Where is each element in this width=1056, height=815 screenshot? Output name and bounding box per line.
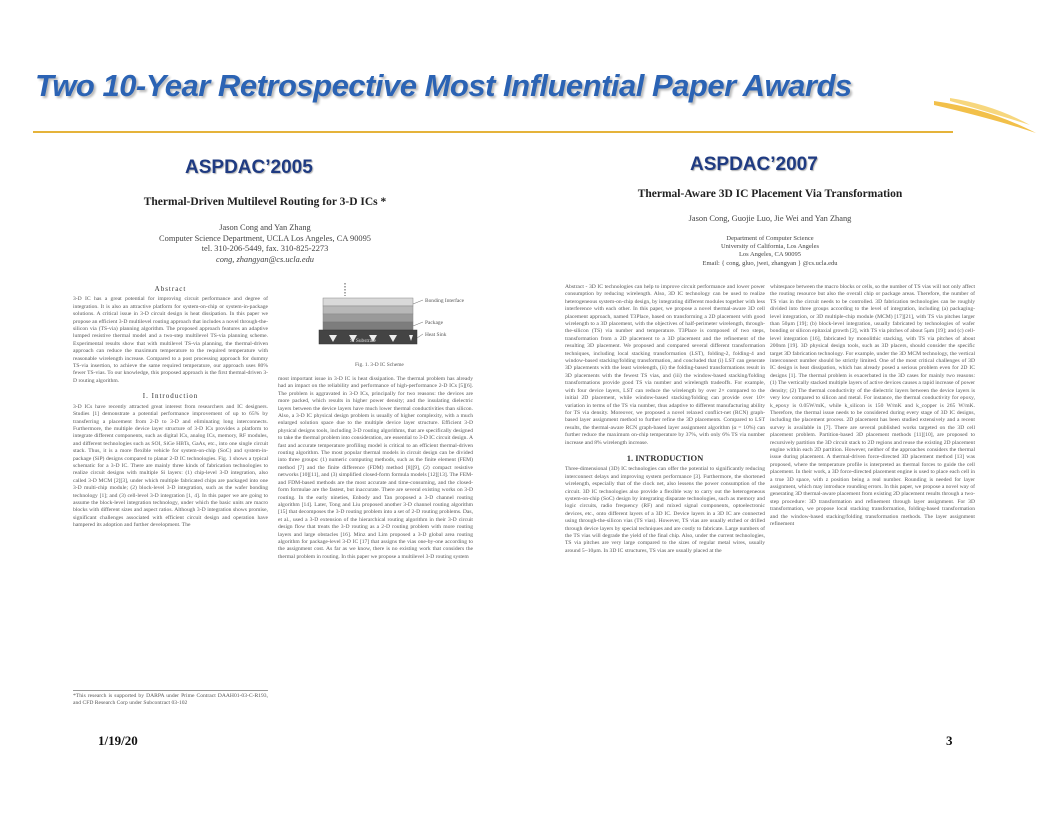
figure-label-heat-sink: Heat Sink — [425, 332, 447, 338]
paper-affiliation-department: Department of Computer Science — [726, 235, 814, 242]
conference-label-2005: ASPDAC’2005 — [185, 157, 313, 178]
paper-footnote: *This research is supported by DARPA under Prime Contract DAAH01-03-C-R193, and CFD Research Corp under Subcontract 03-102 — [73, 690, 268, 720]
paper-contact: tel. 310-206-5449, fax. 310-825-2273 — [201, 244, 329, 253]
introduction-heading: I. Introduction — [142, 392, 199, 401]
figure-label-bonding: Bonding Interface — [425, 298, 465, 304]
slide-page-number: 3 — [946, 733, 953, 748]
paper-email: Email: { cong, gluo, jwei, zhangyan } @cs.ucla.edu — [702, 259, 838, 267]
paper-2005 — [50, 190, 480, 720]
slide-title: Two 10-Year Retrospective Most Influential Paper Awards — [35, 68, 852, 103]
abstract-text: Abstract - 3D IC technologies can help to improve circuit performance and lower power consumption by reducing wirelength. Also, 3D IC technology can be used to realize heterogeneous system-on-chip design, by integrating different modules together with less interference with each other. In this paper, we propose a novel thermal-aware 3D cell placement approach, named T3Place, based on transforming a 2D placement with good wirelength to a 3D placement, with the objectives of half-perimeter wirelength, through-the-silicon (TS) via number and temperature. T3Place is composed of two steps, transformation from a 2D placement to a 3D placement and the refinement of the resulting 3D placement. We proposed and compared several different transformation techniques, including local stacking transformation (LST), folding-2, folding-4 and window-based stacking/folding transformation, and concluded that (i) LST can generate 3D placements with the least wirelength, (ii) the folding-based transformations result in 3D placements with the fewest TS vias, and (iii) the window-based stacking/folding transformations provide good TS via number and wirelength tradeoffs. For example, with four device layers, LST can reduce the wirelength by over 2× compared to the initial 2D placement, while window-based stacking/folding can provide over 10× variation in terms of the TS via number, thus adaptive to different manufacturing ability for TS via density. Moreover, we proposed a novel relaxed conflict-net (RCN) graph-based layer assignment method to further refine the 3D placements. Compared to LST results, the thermal-aware RCN graph-based layer assignment algorithm (α = 10%) can further reduce the maximum on-chip temperature by 37%, with only 6% TS via number increase and 8% wirelength increase. — [565, 284, 765, 446]
figure-label-substrate: Si Substrate — [350, 338, 376, 344]
paper-affiliation: Computer Science Department, UCLA Los Angeles, CA 90095 — [159, 233, 371, 243]
paper-right-column: most important issue in 3-D IC is heat dissipation. The thermal problem has already had an impact on the reliability and performance of high-performance 2-D ICs [5][6]. The problem is aggravated in 3-D ICs, principally for two reasons: the devices are more packed, which results in higher power density; and the insulating dielectric layers between the device layers have much lower thermal conductivities than silicon. Also, a 3-D IC physical design problem is usually of higher complexity, with a much enlarged solution space due to the multiple device layer structure. Efficient 3-D physical designs tools, including 3-D routing algorithms, that are specifically designed to take the thermal problem into consideration, are essential to 3-D IC circuit design. A fast and accurate temperature profiling model is critical to an efficient thermal-driven routing algorithm. The most popular thermal models in circuit design can be divided into three groups: (1) numeric computing methods, such as the finite element (FEM) method [7] and the finite difference (FDM) method [8][9], (2) compact resistive networks [10][11], and (3) simplified closed-form formula models [12][13]. The FEM- and FDM-based methods are the most accurate and time-consuming, and the closed-form formulae are the fastest, but inaccurate. There are several existing works on 3-D routing. In the early nineties, Enbody and Tan proposed a 3-D channel routing algorithm [14]. Later, Tong and Liu proposed another 3-D channel routing algorithm [15] that decomposes the 3-D routing problem into a set of 2-D routing problems. Das, et al., used a 3-D extension of the hierarchical routing algorithm in their 3-D circuit design flow that treats the 3-D routing as a 2-D routing problem with more routing layers and large obstacles [16]. Minz and Lim proposed a 3-D global area routing algorithm for package-level 3-D IC [17] that assigns the vias one-by-one according to the assignment cost. As far as we know, there is no existing work that considers the thermal problem in routing. In this paper we propose a multilevel 3-D routing system — [278, 376, 473, 560]
conference-label-2007: ASPDAC’2007 — [690, 154, 818, 175]
introduction-text: Three-dimensional (3D) IC technologies can offer the potential to significantly reducing interconnect delays and improving system performance [3]. Furthermore, the shortened wirelength, especially that of the clock net, also lessens the power consumption of the circuit. 3D IC technologies also provide a flexible way to carry out the heterogeneous system-on-chip (SoC) design by integrating disparate technologies, such as memory and logic circuits, radio frequency (RF) and mixed signal components, optoelectronic devices, etc., onto different layers of a 3D IC. Device layers in a 3D IC are connected using through-the-silicon vias (TS vias). However, TS vias are usually etched or drilled through device layers by special techniques and are costly to fabricate. Large numbers of the TS vias will degrade the yield of the final chip. Also, under the current technologies, TS via pitches are very large compared to the sizes of regular metal wires, usually around 5~10μm. In 3D IC structures, TS vias are usually placed at the — [565, 466, 765, 554]
paper-title: Thermal-Aware 3D IC Placement Via Transformation — [637, 188, 903, 200]
figure-label-package: Package — [425, 320, 443, 326]
paper-right-column: whitespace between the macro blocks or cells, so the number of TS vias will not only affect the routing resource but also the overall chip or package areas. Therefore, the number of TS vias in the circuit needs to be controlled. 3D fabrication technologies can be roughly divided into three groups according to the level of integration, including (a) packaging-level integration, or 3D multiple-chip module (MCM) [17][21], with TS via pitches larger than 50μm [19]; (b) block-level integration, usually fabricated by technologies of wafer bonding or silicon epitaxial growth [2], with TS via pitches of about 5μm [19]; and (c) cell-level integration [16], fabricated by monolithic stacking, with TS via pitches of about 200nm [19]. 3D physical design tools, such as 3D placers, should consider the specific target 3D fabrication technology. For example, under the 3D MCM technology, the vertical interconnect number should be strictly limited. One of the most critical challenges of 3D IC design is heat dissipation, which has already posed a serious problem even for 2D IC designs [1]. The thermal problem is exacerbated in the 3D cases for mainly two reasons: (1) The vertically stacked multiple layers of active devices causes a rapid increase of power density; (2) The thermal conductivity of the dielectric layers between the device layers is very low compared to silicon and metal. For instance, the thermal conductivity for epoxy, k_epoxy is 0.05W/mK, while k_silicon is 150 W/mK and k_copper is 265 W/mK. Therefore, the thermal issue needs to be considered during every stage of 3D IC designs, including the placement process. 2D placement has been studied extensively and a recent survey is available in [7]. There are several published works targeted on the 3D cell placement problem. Partition-based 3D placement methods [11][10], are proposed to recursively partition the 3D circuit stack to 2D regions and reuse the existing 2D placement engine within each 2D partition. However, neither of the approaches considers the thermal issue during placement. A thermal-driven force-directed 3D placement method [13] was proposed, where the temperature profile is interpreted as thermal forces to guide the cell placement. In their work, a 3D force-directed placement engine is used to place each cell in a true 3D space, with z position being a real number. Rounding is needed for layer assignment, which may introduce rounding errors. In this paper, we propose a novel way of generating 3D thermal-aware placement from existing 2D placement results through a two-step procedure: 3D transformation and refinement through layer assignment. For 3D transformation, we propose local stacking transformation, folding-based transformation and the window-based stacking/folding transformation methods. The layer assignment refinement — [770, 284, 975, 527]
paper-authors: Jason Cong and Yan Zhang — [219, 223, 311, 232]
paper-email: cong, zhangyan@cs.ucla.edu — [216, 254, 314, 264]
paper-2007 — [560, 180, 980, 720]
paper-affiliation-city: Los Angeles, CA 90095 — [738, 251, 802, 259]
title-divider — [33, 131, 953, 133]
decorative-swoosh — [930, 95, 1040, 140]
introduction-heading: 1. INTRODUCTION — [626, 452, 704, 463]
abstract-heading: Abstract — [154, 285, 187, 293]
abstract-text: 3-D IC has a great potential for improving circuit performance and degree of integration. It is also an attractive platform for system-on-chip or system-in-package solutions. A critical issue in 3-D circuit design is heat dissipation. In this paper we propose an efficient 3-D multilevel routing approach that includes a novel through-the-silicon via (TS-via) planning algorithm. The proposed approach features an adaptive lumped resistive thermal model and a two-step multilevel TS-via planning scheme. Experimental results show that with multilevel TS-via planning, the thermal-driven approach can reduce the maximum temperature to the required temperature with reasonable wirelength increase. Compared to a post processing approach for dummy TS-via insertion, to achieve the same required temperature, our approach uses 80% fewer TS-vias. To our knowledge, this proposed approach is the first thermal-driven 3-D routing algorithm. — [73, 296, 268, 384]
figure-caption: Fig. 1. 3-D IC Scheme — [355, 362, 404, 368]
3d-ic-figure — [305, 280, 465, 358]
introduction-text: 3-D ICs have recently attracted great interest from researchers and IC designers. Studies [1] demonstrate a potential performance improvement of up to 65% by transferring a placement from 2-D to 3-D and eliminating long interconnects. Furthermore, the multiple device layer structure of 3-D ICs provides a platform to integrate different components, such as digital ICs, analog ICs, memory, RF modules, and different technologies such as SOI, SiGe HBTs, GaAs, etc., into one single circuit stack. Thus, it is a more flexible vehicle for system-on-chip (SoC) and system-in-package (SiP) designs compared to planar 2-D IC technologies. Fig. 1 shows a typical schematic for a 3-D IC. There are mainly three kinds of fabrication technologies to realize circuit designs with multiple Si layers: (1) chip-level 3-D integration, also called 3-D MCM [2][3], under which multiple fabricated chips are packaged into one 3-D multi-chip module; (2) block-level 3-D integration, such as the wafer bonding technology [1]; and (3) cell-level 3-D integration [1, 4]. In this paper we are going to assume the block-level integration technology, under which the basic units are macro blocks with different sizes and aspect ratios. Although 3-D integration shows promise, significant challenges associated with efficient circuit design and operation have hampered its adoption and further development. The — [73, 403, 268, 529]
paper-left-column — [565, 284, 765, 720]
paper-affiliation-university: University of California, Los Angeles — [720, 243, 820, 251]
slide-date: 1/19/20 — [98, 733, 138, 748]
paper-authors: Jason Cong, Guojie Luo, Jie Wei and Yan Zhang — [688, 214, 852, 223]
paper-left-column — [73, 283, 268, 713]
paper-title: Thermal-Driven Multilevel Routing for 3-D ICs * — [143, 196, 387, 208]
